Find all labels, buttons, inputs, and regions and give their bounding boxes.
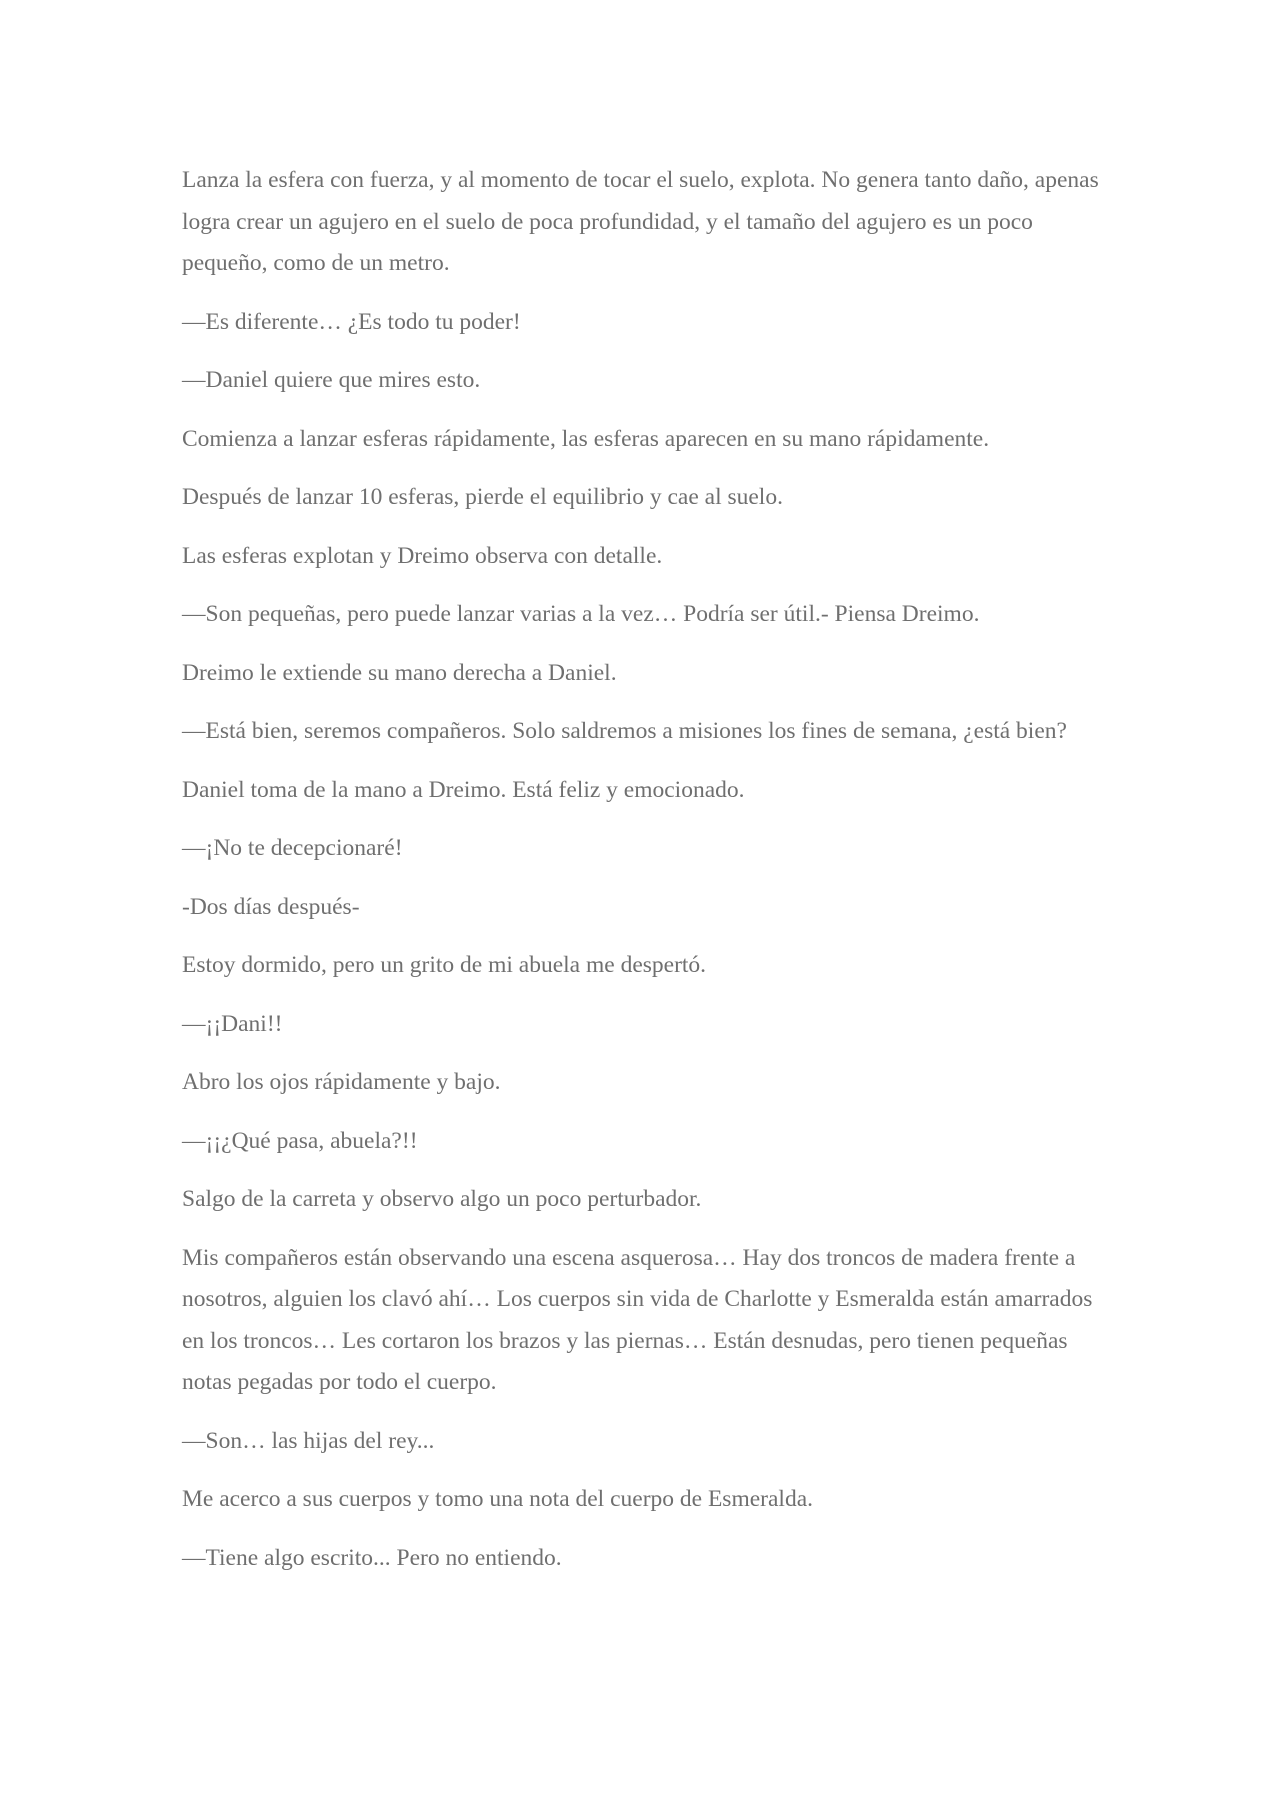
paragraph: —Son pequeñas, pero puede lanzar varias a la vez… Podría ser útil.- Piensa Dreimo. [182, 601, 980, 627]
paragraph: —¡No te decepcionaré! [182, 835, 403, 861]
paragraph: Me acerco a sus cuerpos y tomo una nota del cuerpo de Esmeralda. [182, 1486, 814, 1512]
paragraph: Daniel toma de la mano a Dreimo. Está feliz y emocionado. [182, 776, 745, 803]
paragraph: —¡¡¿Qué pasa, abuela?!! [182, 1127, 418, 1154]
paragraph: —Está bien, seremos compañeros. Solo saldremos a misiones los fines de semana, ¿está bien? [182, 718, 1067, 744]
paragraph: —Son… las hijas del rey... [182, 1427, 435, 1454]
paragraph: Lanza la esfera con fuerza, y al momento de tocar el suelo, explota. No genera tanto daño, apenas logra crear un agujero en el suelo de poca profundidad, y el tamaño del agujero es un poco pequeño, como de un metro. [182, 167, 1099, 276]
body-text [182, 160, 1102, 1596]
paragraph: Abro los ojos rápidamente y bajo. [182, 1069, 501, 1095]
paragraph: —Es diferente… ¿Es todo tu poder! [182, 308, 521, 335]
paragraph: Estoy dormido, pero un grito de mi abuela me despertó. [182, 952, 707, 978]
paragraph: Dreimo le extiende su mano derecha a Daniel. [182, 659, 617, 686]
paragraph: -Dos días después- [182, 893, 360, 920]
paragraph: Salgo de la carreta y observo algo un poco perturbador. [182, 1186, 702, 1212]
paragraph: —¡¡Dani!! [182, 1010, 283, 1037]
paragraph: Mis compañeros están observando una escena asquerosa… Hay dos troncos de madera frente a nosotros, alguien los clavó ahí… Los cuerpos sin vida de Charlotte y Esmeralda están amarrados en los troncos… Les cortaron los brazos y las piernas… Están desnudas, pero tienen pequeñas notas pegadas por todo el cuerpo. [182, 1244, 1093, 1395]
paragraph: Las esferas explotan y Dreimo observa con detalle. [182, 542, 663, 569]
paragraph: —Daniel quiere que mires esto. [182, 367, 481, 393]
paragraph: Después de lanzar 10 esferas, pierde el equilibrio y cae al suelo. [182, 484, 783, 510]
paragraph: Comienza a lanzar esferas rápidamente, las esferas aparecen en su mano rápidamente. [182, 425, 990, 452]
paragraph: —Tiene algo escrito... Pero no entiendo. [182, 1544, 562, 1571]
